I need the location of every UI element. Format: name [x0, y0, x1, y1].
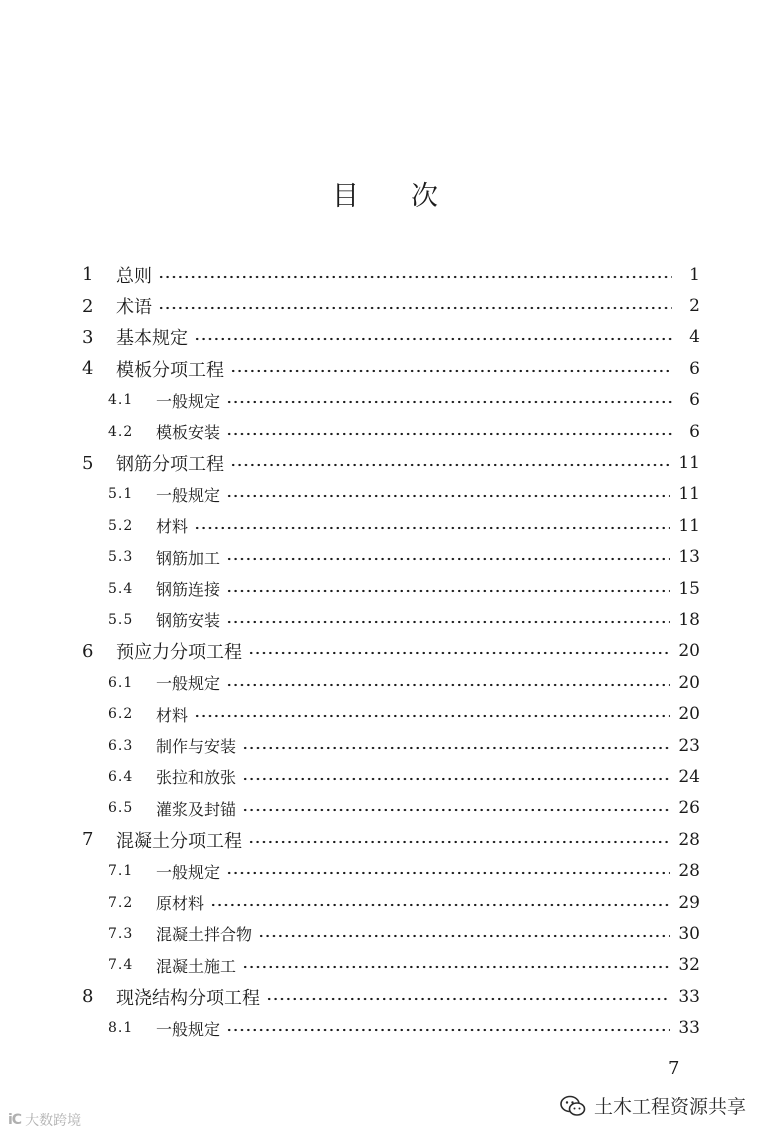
toc-entry-page: 6	[689, 358, 700, 379]
toc-entry-page: 18	[678, 609, 700, 630]
watermark-right-text: 土木工程资源共享	[594, 1096, 747, 1118]
toc-dot-leader	[242, 746, 670, 750]
wechat-icon	[560, 1095, 586, 1117]
toc-entry-page: 6	[689, 421, 700, 442]
toc-entry-label: 术语	[116, 297, 152, 319]
toc-title: 目次	[332, 181, 490, 212]
toc-chapter-entry	[82, 824, 700, 855]
toc-entry-label: 一般规定	[156, 391, 221, 411]
toc-section-entry	[82, 698, 700, 729]
toc-entry-page: 2	[689, 296, 700, 317]
toc-entry-number: 5.2	[108, 517, 134, 534]
toc-entry-number: 5	[82, 452, 94, 474]
toc-entry-number: 7.1	[108, 863, 134, 880]
toc-entry-label: 预应力分项工程	[116, 642, 242, 664]
toc-entry-label: 灌浆及封锚	[156, 799, 237, 819]
toc-dot-leader	[266, 997, 670, 1001]
toc-entry-number: 4	[82, 358, 94, 380]
toc-dot-leader	[230, 369, 672, 373]
toc-dot-leader	[194, 526, 670, 530]
toc-section-entry	[82, 730, 700, 761]
toc-dot-leader	[242, 777, 670, 781]
toc-entry-label: 材料	[156, 517, 189, 537]
toc-section-entry	[82, 667, 700, 698]
toc-section-entry	[82, 761, 700, 792]
toc-entry-label: 一般规定	[156, 674, 221, 694]
page-number: 7	[668, 1058, 680, 1079]
toc-entry-number: 6.1	[108, 674, 134, 691]
toc-dot-leader	[226, 557, 670, 561]
toc-section-entry	[82, 542, 700, 573]
toc-dot-leader	[194, 337, 672, 341]
toc-dot-leader	[226, 871, 670, 875]
toc-entry-label: 混凝土施工	[156, 956, 237, 976]
toc-chapter-entry	[82, 322, 700, 353]
toc-dot-leader	[158, 306, 672, 310]
toc-section-entry	[82, 950, 700, 981]
toc-entry-label: 材料	[156, 705, 189, 725]
toc-chapter-entry	[82, 353, 700, 384]
toc-entry-page: 20	[678, 704, 700, 725]
toc-entry-number: 7.4	[108, 957, 134, 974]
toc-entry-number: 8	[82, 986, 94, 1008]
toc-chapter-entry	[82, 636, 700, 667]
toc-dot-leader	[242, 808, 670, 812]
toc-dot-leader	[210, 903, 670, 907]
toc-entry-number: 5.5	[108, 611, 134, 628]
toc-entry-page: 13	[678, 547, 700, 568]
toc-entry-number: 1	[82, 264, 94, 286]
toc-entry-label: 模板分项工程	[116, 359, 224, 381]
toc-dot-leader	[230, 463, 670, 467]
toc-entry-page: 11	[678, 515, 700, 536]
toc-entry-number: 6.2	[108, 706, 134, 723]
toc-entry-page: 11	[678, 453, 700, 474]
toc-entry-number: 3	[82, 326, 94, 348]
toc-section-entry	[82, 1012, 700, 1043]
toc-chapter-entry	[82, 447, 700, 478]
toc-entry-label: 现浇结构分项工程	[116, 987, 260, 1009]
toc-dot-leader	[248, 651, 670, 655]
toc-entry-page: 1	[689, 264, 700, 285]
toc-section-entry	[82, 479, 700, 510]
toc-entry-number: 6.5	[108, 800, 134, 817]
toc-entry-number: 2	[82, 295, 94, 317]
toc-entry-page: 6	[689, 390, 700, 411]
toc-entry-number: 6.4	[108, 768, 134, 785]
toc-dot-leader	[226, 683, 670, 687]
toc-entry-number: 6	[82, 640, 94, 662]
toc-section-entry	[82, 604, 700, 635]
toc-dot-leader	[226, 589, 670, 593]
toc-entry-page: 30	[678, 923, 700, 944]
toc-dot-leader	[226, 432, 672, 436]
toc-entry-label: 混凝土拌合物	[156, 925, 253, 945]
toc-section-entry	[82, 918, 700, 949]
toc-entry-page: 23	[678, 735, 700, 756]
toc-entry-number: 8.1	[108, 1020, 134, 1037]
toc-entry-number: 7.3	[108, 925, 134, 942]
toc-entry-page: 20	[678, 672, 700, 693]
toc-entry-label: 钢筋加工	[156, 548, 221, 568]
toc-entry-page: 33	[678, 986, 700, 1007]
toc-entry-label: 张拉和放张	[156, 768, 237, 788]
toc-entry-page: 28	[678, 861, 700, 882]
watermark-left	[8, 1110, 81, 1130]
toc-entry-number: 5.4	[108, 580, 134, 597]
toc-entry-page: 15	[678, 578, 700, 599]
toc-entry-number: 4.2	[108, 423, 134, 440]
toc-entry-label: 钢筋分项工程	[116, 454, 224, 476]
toc-dot-leader	[226, 620, 670, 624]
watermark-left-text: 大数跨境	[25, 1113, 82, 1129]
toc-entry-number: 5.3	[108, 549, 134, 566]
toc-entry-page: 32	[678, 955, 700, 976]
toc-section-entry	[82, 855, 700, 886]
toc-entry-page: 29	[678, 892, 700, 913]
toc-dot-leader	[226, 494, 670, 498]
toc-dot-leader	[248, 840, 670, 844]
toc-section-entry	[82, 385, 700, 416]
toc-entry-label: 钢筋安装	[156, 611, 221, 631]
toc-entry-label: 钢筋连接	[156, 580, 221, 600]
toc-entry-page: 24	[678, 766, 700, 787]
toc-entry-page: 20	[678, 641, 700, 662]
toc-dot-leader	[242, 965, 670, 969]
toc-chapter-entry	[82, 981, 700, 1012]
toc-entry-label: 原材料	[156, 894, 205, 913]
toc-entry-label: 一般规定	[156, 862, 221, 882]
toc-section-entry	[82, 510, 700, 541]
watermark-right	[560, 1092, 746, 1119]
toc-entry-page: 26	[678, 798, 700, 819]
toc-entry-page: 33	[678, 1018, 700, 1039]
toc-entry-number: 7	[82, 829, 94, 851]
toc-entry-label: 一般规定	[156, 1019, 221, 1039]
toc-entry-label: 制作与安装	[156, 737, 237, 757]
toc-dot-leader	[194, 714, 670, 718]
toc-entry-page: 4	[689, 327, 700, 348]
toc-entry-label: 基本规定	[116, 328, 188, 350]
toc-dot-leader	[226, 400, 672, 404]
toc-section-entry	[82, 573, 700, 604]
toc-dot-leader	[258, 934, 670, 938]
toc-entry-label: 一般规定	[156, 485, 221, 505]
toc-entry-page: 28	[678, 829, 700, 850]
toc-section-entry	[82, 416, 700, 447]
toc-entry-label: 模板安装	[156, 423, 221, 443]
toc-entry-page: 11	[678, 484, 700, 505]
toc-section-entry	[82, 793, 700, 824]
toc-entry-number: 7.2	[108, 894, 134, 911]
toc-entry-label: 总则	[116, 265, 152, 287]
toc-entry-number: 5.1	[108, 486, 134, 503]
toc-entry-number: 4.1	[108, 392, 134, 409]
table-of-contents	[82, 259, 700, 1044]
toc-dot-leader	[158, 275, 672, 279]
toc-dot-leader	[226, 1028, 670, 1032]
toc-chapter-entry	[82, 259, 700, 290]
watermark-logo: iC	[8, 1112, 22, 1128]
toc-chapter-entry	[82, 290, 700, 321]
toc-entry-number: 6.3	[108, 737, 134, 754]
toc-section-entry	[82, 887, 700, 918]
toc-entry-label: 混凝土分项工程	[116, 830, 242, 852]
